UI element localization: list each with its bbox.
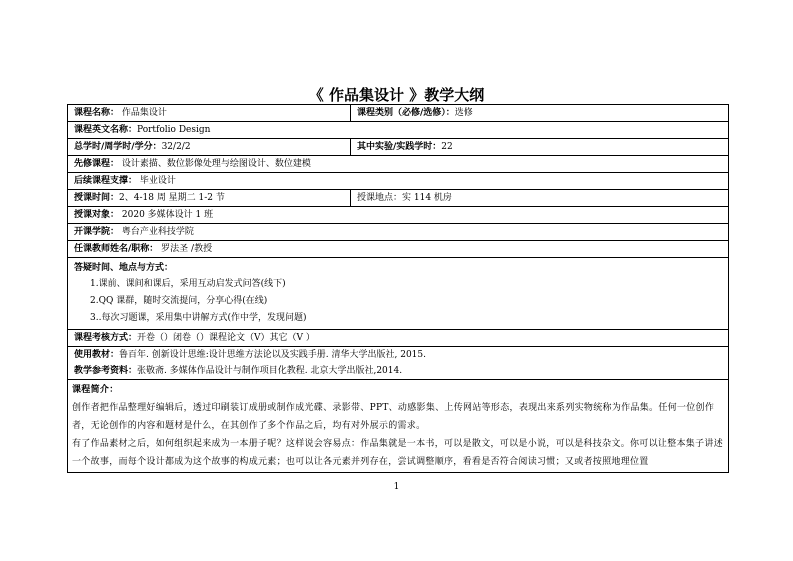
table-row: 后续课程支撑： 毕业设计 — [68, 173, 729, 190]
table-row: 课程英文名称：Portfolio Design — [68, 122, 729, 139]
syllabus-table — [67, 104, 729, 473]
table-row: 答疑时间、地点与方式： 1.课前、课间和课后，采用互动启发式问答(线下) 2.QQ 课群，随时交流提问，分享心得(在线) 3..每次习题课，采用集中讲解方式(作中学，发现问题) — [68, 258, 729, 330]
table-row: 先修课程： 设计素描、数位影像处理与绘图设计、数位建模 — [68, 156, 729, 173]
intro-paragraph: 创作者把作品整理好编辑后，透过印刷装订成册或制作成光碟、录影带、PPT、动感影集、上传网站等形态，表现出来系列实物统称为作品集。任何一位创作者，无论创作的内容和题材是什么，在其创作了多个作品之后，均有对外展示的需求。 — [72, 403, 715, 431]
qa-item: 3..每次习题课，采用集中讲解方式(作中学，发现问题) — [90, 313, 307, 323]
page-number: 1 — [393, 482, 400, 492]
table-row: 教学参考资料：张敬斋. 多媒体作品设计与制作项目化教程. 北京大学出版社,2014. — [68, 363, 729, 380]
table-row: 授课对象： 2020 多媒体设计 1 班 — [68, 207, 729, 224]
table-row: 任课教师姓名/职称： 罗法圣 /教授 — [68, 241, 729, 258]
qa-item: 1.课前、课间和课后，采用互动启发式问答(线下) — [90, 279, 286, 289]
page-title: 《 作品集设计 》教学大纲 — [308, 86, 485, 104]
table-row: 授课时间：2、4-18 周 星期二 1-2 节 授课地点：实 114 机房 — [68, 190, 729, 207]
table-row: 课程考核方式：开卷（）闭卷（）课程论文（V）其它（V ） — [68, 330, 729, 347]
table-row: 课程名称： 作品集设计 课程类别（必修/选修）：选修 — [68, 105, 729, 122]
table-row: 课程简介： 创作者把作品整理好编辑后，透过印刷装订成册或制作成光碟、录影带、PPT、动感影集、上传网站等形态，表现出来系列实物统称为作品集。任何一位创作者，无论创作的内容和题材是什么，在其创作了多个作品之后，均有对外展示的需求。 有了作品素材之后，如何组织起来成为一本册子呢？这样说会容易点：作品集就是一本书，可以是散文，可以是小说，可以是科技杂文。你可以让整本集子讲述一个故事，而每个设计都成为这个故事的构成元素；也可以让各元素并列存在，尝试调整顺序，看看是否符合阅读习惯；又或者按照地理位置 — [68, 380, 729, 473]
table-row: 开课学院： 粤台产业科技学院 — [68, 224, 729, 241]
table-row: 使用教材：鲁百年. 创新设计思维:设计思维方法论以及实践手册. 清华大学出版社, 2015. — [68, 347, 729, 364]
qa-item: 2.QQ 课群，随时交流提问，分享心得(在线) — [90, 296, 268, 306]
intro-paragraph: 有了作品素材之后，如何组织起来成为一本册子呢？这样说会容易点：作品集就是一本书，可以是散文，可以是小说，可以是科技杂文。你可以让整本集子讲述一个故事，而每个设计都成为这个故事的构成元素；也可以让各元素并列存在，尝试调整顺序，看看是否符合阅读习惯；又或者按照地理位置 — [72, 439, 724, 467]
table-row: 总学时/周学时/学分：32/2/2 其中实验/实践学时：22 — [68, 139, 729, 156]
